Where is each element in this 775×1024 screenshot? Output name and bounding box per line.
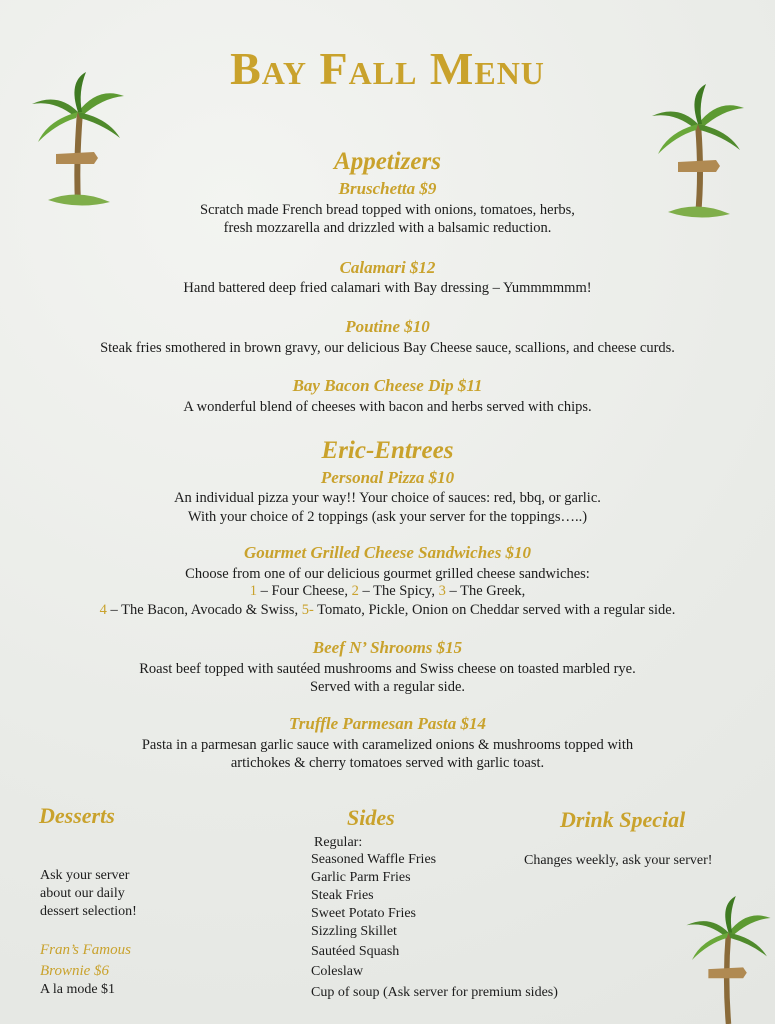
side-item: Cup of soup (Ask server for premium sides): [311, 985, 558, 1000]
brownie-name: Fran’s Famous: [40, 942, 131, 958]
option-text: – The Bacon, Avocado & Swiss,: [106, 602, 302, 618]
item-description: Roast beef topped with sautéed mushrooms and Swiss cheese on toasted marbled rye.: [139, 661, 636, 677]
item-description: Hand battered deep fried calamari with Bay dressing – Yummmmmm!: [183, 280, 592, 296]
drink-special-heading: Drink Special: [560, 807, 686, 832]
option-text: – The Spicy,: [358, 583, 439, 599]
grilled-options-line2: [0, 601, 775, 620]
desserts-heading: Desserts: [39, 803, 115, 828]
sides-regular-label: Regular:: [314, 835, 363, 850]
side-item: Seasoned Waffle Fries: [311, 852, 437, 867]
option-text: – The Greek,: [445, 583, 526, 599]
item-description: artichokes & cherry tomatoes served with garlic toast.: [230, 755, 545, 771]
option-number: 1: [249, 583, 257, 599]
item-description: Served with a regular side.: [309, 679, 466, 695]
sides-heading: Sides: [347, 805, 395, 830]
side-item: Garlic Parm Fries: [311, 870, 411, 885]
drink-special-text: Changes weekly, ask your server!: [524, 853, 713, 868]
appetizers-heading: Appetizers: [334, 148, 441, 175]
a-la-mode: A la mode $1: [40, 982, 116, 997]
item-description: Choose from one of our delicious gourmet grilled cheese sandwiches:: [185, 566, 590, 582]
brownie-price: Brownie $6: [40, 963, 110, 979]
menu-title: Bay Fall Menu: [230, 43, 545, 94]
item-name: Bruschetta $9: [338, 179, 437, 198]
item-description: Scratch made French bread topped with onions, tomatoes, herbs,: [200, 202, 575, 218]
grilled-options-line1: [0, 582, 775, 601]
item-description: An individual pizza your way!! Your choice of sauces: red, bbq, or garlic.: [174, 490, 601, 506]
entrees-heading: Eric-Entrees: [321, 437, 454, 464]
item-description: fresh mozzarella and drizzled with a balsamic reduction.: [223, 220, 552, 236]
side-item: Steak Fries: [311, 888, 374, 903]
side-item: Coleslaw: [311, 964, 364, 979]
item-name: Truffle Parmesan Pasta $14: [289, 714, 486, 733]
item-name: Bay Bacon Cheese Dip $11: [292, 376, 483, 395]
palm-tree-icon: [682, 896, 775, 1024]
item-name: Poutine $10: [345, 317, 430, 336]
option-number: 5-: [301, 602, 314, 618]
item-description: Pasta in a parmesan garlic sauce with caramelized onions & mushrooms topped with: [141, 737, 634, 753]
item-name: Calamari $12: [339, 258, 436, 277]
dessert-text: Ask your server: [40, 868, 130, 883]
option-text: – Four Cheese,: [256, 583, 352, 599]
option-number: 2: [351, 583, 359, 599]
side-item: Sweet Potato Fries: [311, 906, 416, 921]
item-name: Beef N’ Shrooms $15: [312, 638, 463, 657]
side-item: Sizzling Skillet: [311, 924, 397, 939]
item-description: Steak fries smothered in brown gravy, our delicious Bay Cheese sauce, scallions, and cheese curds.: [100, 340, 675, 356]
option-text: Tomato, Pickle, Onion on Cheddar served with a regular side.: [313, 602, 676, 618]
item-name: Gourmet Grilled Cheese Sandwiches $10: [243, 543, 532, 562]
side-item: Sautéed Squash: [311, 944, 400, 959]
item-description: With your choice of 2 toppings (ask your server for the toppings…..): [187, 509, 588, 525]
dessert-text: dessert selection!: [40, 904, 137, 919]
option-number: 3: [438, 583, 446, 599]
option-number: 4: [99, 602, 107, 618]
item-description: A wonderful blend of cheeses with bacon and herbs served with chips.: [183, 399, 592, 415]
dessert-text: about our daily: [40, 886, 125, 901]
item-name: Personal Pizza $10: [320, 468, 455, 487]
